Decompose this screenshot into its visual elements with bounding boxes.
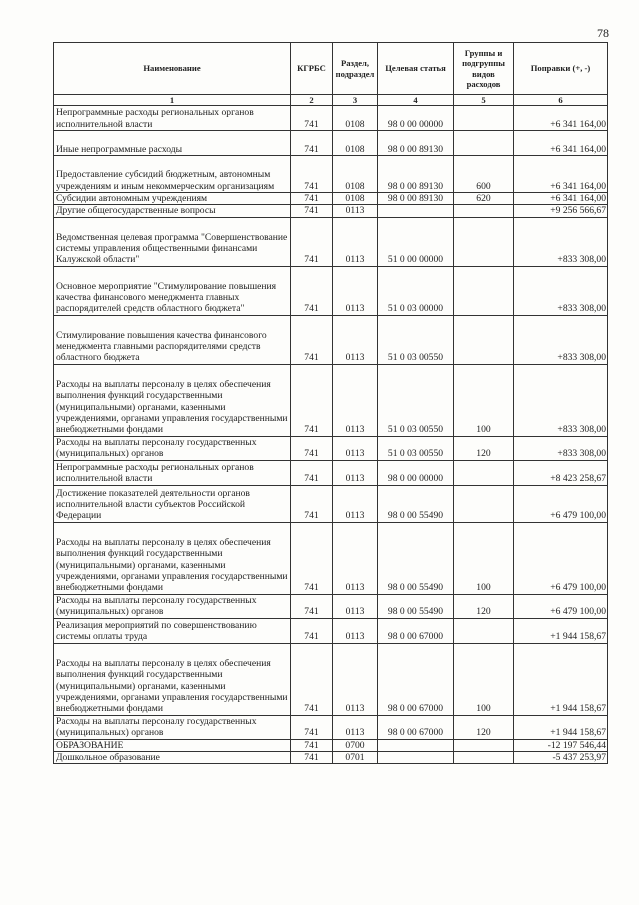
row-kgrbs-cell: 741	[291, 266, 333, 315]
row-section-cell: 0113	[333, 485, 378, 522]
table-row	[54, 618, 608, 643]
row-amount-cell: +9 256 566,67	[514, 205, 608, 217]
row-name-cell: Расходы на выплаты персоналу государственных (муниципальных) органов	[54, 594, 291, 618]
row-target-article-cell	[378, 739, 454, 751]
row-target-article-cell: 98 0 00 00000	[378, 460, 454, 485]
row-expense-group-cell: 120	[454, 594, 514, 618]
row-section-cell: 0108	[333, 193, 378, 205]
row-name-cell: ОБРАЗОВАНИЕ	[54, 739, 291, 751]
table-row	[54, 460, 608, 485]
table-row	[54, 315, 608, 364]
row-amount-cell: +833 308,00	[514, 217, 608, 266]
table-row	[54, 106, 608, 131]
row-kgrbs-cell: 741	[291, 205, 333, 217]
row-target-article-cell: 98 0 00 89130	[378, 193, 454, 205]
column-number: 6	[514, 95, 608, 106]
row-section-cell: 0113	[333, 715, 378, 739]
table-row	[54, 217, 608, 266]
row-expense-group-cell	[454, 315, 514, 364]
table-row	[54, 193, 608, 205]
row-kgrbs-cell: 741	[291, 193, 333, 205]
row-expense-group-cell	[454, 106, 514, 131]
row-target-article-cell: 98 0 00 55490	[378, 594, 454, 618]
row-section-cell: 0108	[333, 106, 378, 131]
row-kgrbs-cell: 741	[291, 131, 333, 156]
row-name-cell: Непрограммные расходы региональных органов исполнительной власти	[54, 460, 291, 485]
header-amendments: Поправки (+, -)	[514, 43, 608, 95]
row-section-cell: 0113	[333, 618, 378, 643]
row-amount-cell: -5 437 253,97	[514, 751, 608, 763]
table-row	[54, 739, 608, 751]
row-target-article-cell	[378, 751, 454, 763]
row-expense-group-cell	[454, 266, 514, 315]
row-section-cell: 0113	[333, 217, 378, 266]
row-name-cell: Расходы на выплаты персоналу государственных (муниципальных) органов	[54, 715, 291, 739]
table-header-row	[54, 43, 608, 95]
row-amount-cell: +1 944 158,67	[514, 715, 608, 739]
row-section-cell: 0113	[333, 205, 378, 217]
row-target-article-cell	[378, 205, 454, 217]
row-name-cell: Расходы на выплаты персоналу государственных (муниципальных) органов	[54, 436, 291, 460]
header-section: Раздел, подраздел	[333, 43, 378, 95]
table-row	[54, 751, 608, 763]
row-target-article-cell: 98 0 00 55490	[378, 522, 454, 594]
row-target-article-cell: 51 0 03 00550	[378, 436, 454, 460]
row-target-article-cell: 98 0 00 89130	[378, 156, 454, 193]
row-section-cell: 0700	[333, 739, 378, 751]
row-amount-cell: +833 308,00	[514, 364, 608, 436]
row-expense-group-cell	[454, 485, 514, 522]
row-section-cell: 0108	[333, 131, 378, 156]
row-section-cell: 0113	[333, 643, 378, 715]
row-kgrbs-cell: 741	[291, 522, 333, 594]
row-target-article-cell: 98 0 00 67000	[378, 618, 454, 643]
row-amount-cell: +6 341 164,00	[514, 131, 608, 156]
row-kgrbs-cell: 741	[291, 751, 333, 763]
row-kgrbs-cell: 741	[291, 618, 333, 643]
row-name-cell: Ведомственная целевая программа "Совершенствование системы управления общественными финансами Калужской области"	[54, 217, 291, 266]
row-name-cell: Иные непрограммные расходы	[54, 131, 291, 156]
row-kgrbs-cell: 741	[291, 715, 333, 739]
row-target-article-cell: 51 0 00 00000	[378, 217, 454, 266]
row-section-cell: 0701	[333, 751, 378, 763]
row-section-cell: 0113	[333, 522, 378, 594]
row-section-cell: 0113	[333, 364, 378, 436]
row-name-cell: Расходы на выплаты персоналу в целях обеспечения выполнения функций государственными (муниципальными) органами, казенными учреждениями, органами управления государственными внебюджетными фондами	[54, 643, 291, 715]
row-amount-cell: +1 944 158,67	[514, 643, 608, 715]
row-amount-cell: +833 308,00	[514, 266, 608, 315]
row-kgrbs-cell: 741	[291, 594, 333, 618]
table-row	[54, 131, 608, 156]
row-expense-group-cell: 120	[454, 715, 514, 739]
row-target-article-cell: 98 0 00 89130	[378, 131, 454, 156]
row-target-article-cell: 51 0 03 00550	[378, 315, 454, 364]
column-number: 4	[378, 95, 454, 106]
row-kgrbs-cell: 741	[291, 643, 333, 715]
table-row	[54, 522, 608, 594]
column-number: 5	[454, 95, 514, 106]
column-number: 1	[54, 95, 291, 106]
row-name-cell: Предоставление субсидий бюджетным, автономным учреждениям и иным некоммерческим организациям	[54, 156, 291, 193]
row-amount-cell: +833 308,00	[514, 315, 608, 364]
header-expense-group: Группы и подгруппы видов расходов	[454, 43, 514, 95]
row-name-cell: Дошкольное образование	[54, 751, 291, 763]
row-name-cell: Непрограммные расходы региональных органов исполнительной власти	[54, 106, 291, 131]
row-target-article-cell: 98 0 00 67000	[378, 643, 454, 715]
table-row	[54, 364, 608, 436]
column-number: 2	[291, 95, 333, 106]
row-kgrbs-cell: 741	[291, 364, 333, 436]
budget-amendments-table	[53, 42, 608, 764]
row-amount-cell: +6 479 100,00	[514, 522, 608, 594]
header-name: Наименование	[54, 43, 291, 95]
table-row	[54, 485, 608, 522]
row-target-article-cell: 98 0 00 67000	[378, 715, 454, 739]
row-kgrbs-cell: 741	[291, 436, 333, 460]
row-amount-cell: +6 341 164,00	[514, 156, 608, 193]
row-expense-group-cell	[454, 618, 514, 643]
table-row	[54, 643, 608, 715]
row-amount-cell: +1 944 158,67	[514, 618, 608, 643]
row-amount-cell: +6 341 164,00	[514, 106, 608, 131]
row-section-cell: 0113	[333, 594, 378, 618]
row-name-cell: Расходы на выплаты персоналу в целях обеспечения выполнения функций государственными (муниципальными) органами, казенными учреждениями, органами управления государственными внебюджетными фондами	[54, 364, 291, 436]
row-kgrbs-cell: 741	[291, 485, 333, 522]
row-target-article-cell: 51 0 03 00000	[378, 266, 454, 315]
row-expense-group-cell	[454, 460, 514, 485]
row-name-cell: Другие общегосударственные вопросы	[54, 205, 291, 217]
row-expense-group-cell: 620	[454, 193, 514, 205]
row-amount-cell: +6 479 100,00	[514, 485, 608, 522]
table-row	[54, 266, 608, 315]
row-kgrbs-cell: 741	[291, 739, 333, 751]
row-name-cell: Расходы на выплаты персоналу в целях обеспечения выполнения функций государственными (муниципальными) органами, казенными учреждениями, органами управления государственными внебюджетными фондами	[54, 522, 291, 594]
row-name-cell: Реализация мероприятий по совершенствованию системы оплаты труда	[54, 618, 291, 643]
row-section-cell: 0113	[333, 460, 378, 485]
row-name-cell: Основное мероприятие "Стимулирование повышения качества финансового менеджмента главных распорядителей средств областного бюджета"	[54, 266, 291, 315]
row-expense-group-cell	[454, 205, 514, 217]
row-amount-cell: +833 308,00	[514, 436, 608, 460]
row-expense-group-cell: 100	[454, 364, 514, 436]
table-row	[54, 436, 608, 460]
row-target-article-cell: 98 0 00 00000	[378, 106, 454, 131]
table-row	[54, 594, 608, 618]
table-row	[54, 205, 608, 217]
row-kgrbs-cell: 741	[291, 460, 333, 485]
row-amount-cell: +6 479 100,00	[514, 594, 608, 618]
header-target-article: Целевая статья	[378, 43, 454, 95]
row-expense-group-cell: 100	[454, 643, 514, 715]
row-expense-group-cell: 120	[454, 436, 514, 460]
row-expense-group-cell	[454, 217, 514, 266]
page-number: 78	[597, 26, 609, 40]
column-number-row	[54, 95, 608, 106]
row-expense-group-cell	[454, 751, 514, 763]
row-amount-cell: -12 197 546,44	[514, 739, 608, 751]
row-expense-group-cell	[454, 739, 514, 751]
row-kgrbs-cell: 741	[291, 315, 333, 364]
row-expense-group-cell: 100	[454, 522, 514, 594]
column-number: 3	[333, 95, 378, 106]
row-amount-cell: +8 423 258,67	[514, 460, 608, 485]
table-row	[54, 715, 608, 739]
row-target-article-cell: 51 0 03 00550	[378, 364, 454, 436]
row-expense-group-cell	[454, 131, 514, 156]
row-name-cell: Стимулирование повышения качества финансового менеджмента главными распорядителями средств областного бюджета	[54, 315, 291, 364]
row-target-article-cell: 98 0 00 55490	[378, 485, 454, 522]
row-section-cell: 0113	[333, 266, 378, 315]
row-kgrbs-cell: 741	[291, 156, 333, 193]
row-name-cell: Достижение показателей деятельности органов исполнительной власти субъектов Российской Федерации	[54, 485, 291, 522]
row-section-cell: 0113	[333, 315, 378, 364]
header-kgrbs: КГРБС	[291, 43, 333, 95]
row-amount-cell: +6 341 164,00	[514, 193, 608, 205]
table-body	[54, 106, 608, 764]
row-section-cell: 0108	[333, 156, 378, 193]
table-row	[54, 156, 608, 193]
row-section-cell: 0113	[333, 436, 378, 460]
row-name-cell: Субсидии автономным учреждениям	[54, 193, 291, 205]
row-kgrbs-cell: 741	[291, 217, 333, 266]
row-expense-group-cell: 600	[454, 156, 514, 193]
row-kgrbs-cell: 741	[291, 106, 333, 131]
